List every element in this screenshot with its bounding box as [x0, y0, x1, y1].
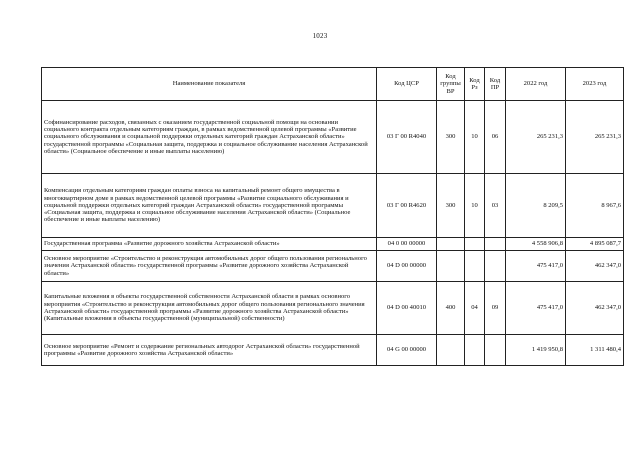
table-row: [42, 251, 624, 282]
cell-pr: [485, 251, 506, 282]
table-row: [42, 101, 624, 174]
header-rz: Код Рз: [465, 68, 485, 101]
cell-name: Софинансирование расходов, связанных с оказанием государственной социальной помощи на основании социального контракта отдельным категориям граждан, в рамках ведомственной целевой программы «Развитие социального обслуживания и социальной поддержки отдельных категорий граждан Астраханской области» государственной программы «Социальная защита, поддержка и социальное обслуживание населения Астраханской области» (Социальное обеспечение и иные выплаты населению): [42, 101, 377, 174]
table-body: [42, 101, 624, 366]
header-2023: 2023 год: [566, 68, 624, 101]
cell-name: Компенсация отдельным категориям граждан оплаты взноса на капитальный ремонт общего имущества в многоквартирном доме в рамках ведомственной целевой программы «Развитие социального обслуживания и социальной поддержки отдельных категорий граждан Астраханской области» государственной программы «Социальная защита, поддержка и социальное обслуживание населения Астраханской области» (Социальное обеспечение и иные выплаты населению): [42, 174, 377, 238]
cell-csr: 04 D 00 00000: [377, 251, 437, 282]
header-row: [42, 68, 624, 101]
cell-name: Основное мероприятие «Строительство и реконструкция автомобильных дорог общего пользования регионального значения Астраханской области» государственной программы «Развитие дорожного хозяйства Астраханской области»: [42, 251, 377, 282]
cell-vr: 400: [437, 282, 465, 335]
cell-name: Капитальные вложения в объекты государственной собственности Астраханской области в рамках основного мероприятия «Строительство и реконструкция автомобильных дорог общего пользования регионального значения Астраханской области» государственной программы «Развитие дорожного хозяйства Астраханской области» (Капитальные вложения в объекты государственной (муниципальной) собственности): [42, 282, 377, 335]
table-row: [42, 174, 624, 238]
cell-csr: 03 Г 00 R4040: [377, 101, 437, 174]
budget-table: [41, 67, 624, 366]
cell-rz: [465, 238, 485, 251]
cell-csr: 04 G 00 00000: [377, 335, 437, 366]
cell-2022: 475 417,0: [506, 282, 566, 335]
cell-rz: [465, 335, 485, 366]
table-row: [42, 238, 624, 251]
header-name: Наименование показателя: [42, 68, 377, 101]
cell-rz: 04: [465, 282, 485, 335]
header-2022: 2022 год: [506, 68, 566, 101]
cell-rz: [465, 251, 485, 282]
cell-rz: 10: [465, 101, 485, 174]
cell-2023: 1 311 480,4: [566, 335, 624, 366]
cell-csr: 03 Г 00 R4620: [377, 174, 437, 238]
cell-csr: 04 0 00 00000: [377, 238, 437, 251]
header-csr: Код ЦСР: [377, 68, 437, 101]
cell-2023: 8 967,6: [566, 174, 624, 238]
cell-pr: 09: [485, 282, 506, 335]
cell-2022: 4 558 906,8: [506, 238, 566, 251]
cell-csr: 04 D 00 40010: [377, 282, 437, 335]
cell-2022: 475 417,0: [506, 251, 566, 282]
cell-vr: [437, 238, 465, 251]
cell-2023: 462 347,0: [566, 251, 624, 282]
cell-pr: 03: [485, 174, 506, 238]
cell-rz: 10: [465, 174, 485, 238]
table-header: [42, 68, 624, 101]
cell-vr: 300: [437, 101, 465, 174]
header-vr: Код группы ВР: [437, 68, 465, 101]
cell-name: Основное мероприятие «Ремонт и содержание региональных автодорог Астраханской области» государственной программы «Развитие дорожного хозяйства Астраханской области»: [42, 335, 377, 366]
cell-vr: [437, 251, 465, 282]
cell-2023: 462 347,0: [566, 282, 624, 335]
cell-pr: [485, 238, 506, 251]
page-number: 1023: [312, 32, 328, 40]
cell-2023: 265 231,3: [566, 101, 624, 174]
cell-vr: 300: [437, 174, 465, 238]
cell-vr: [437, 335, 465, 366]
cell-2022: 8 209,5: [506, 174, 566, 238]
cell-pr: [485, 335, 506, 366]
table-row: [42, 335, 624, 366]
cell-2022: 265 231,3: [506, 101, 566, 174]
header-pr: Код ПР: [485, 68, 506, 101]
cell-name: Государственная программа «Развитие дорожного хозяйства Астраханской области»: [42, 238, 377, 251]
table-row: [42, 282, 624, 335]
cell-pr: 06: [485, 101, 506, 174]
cell-2023: 4 895 087,7: [566, 238, 624, 251]
cell-2022: 1 419 950,8: [506, 335, 566, 366]
